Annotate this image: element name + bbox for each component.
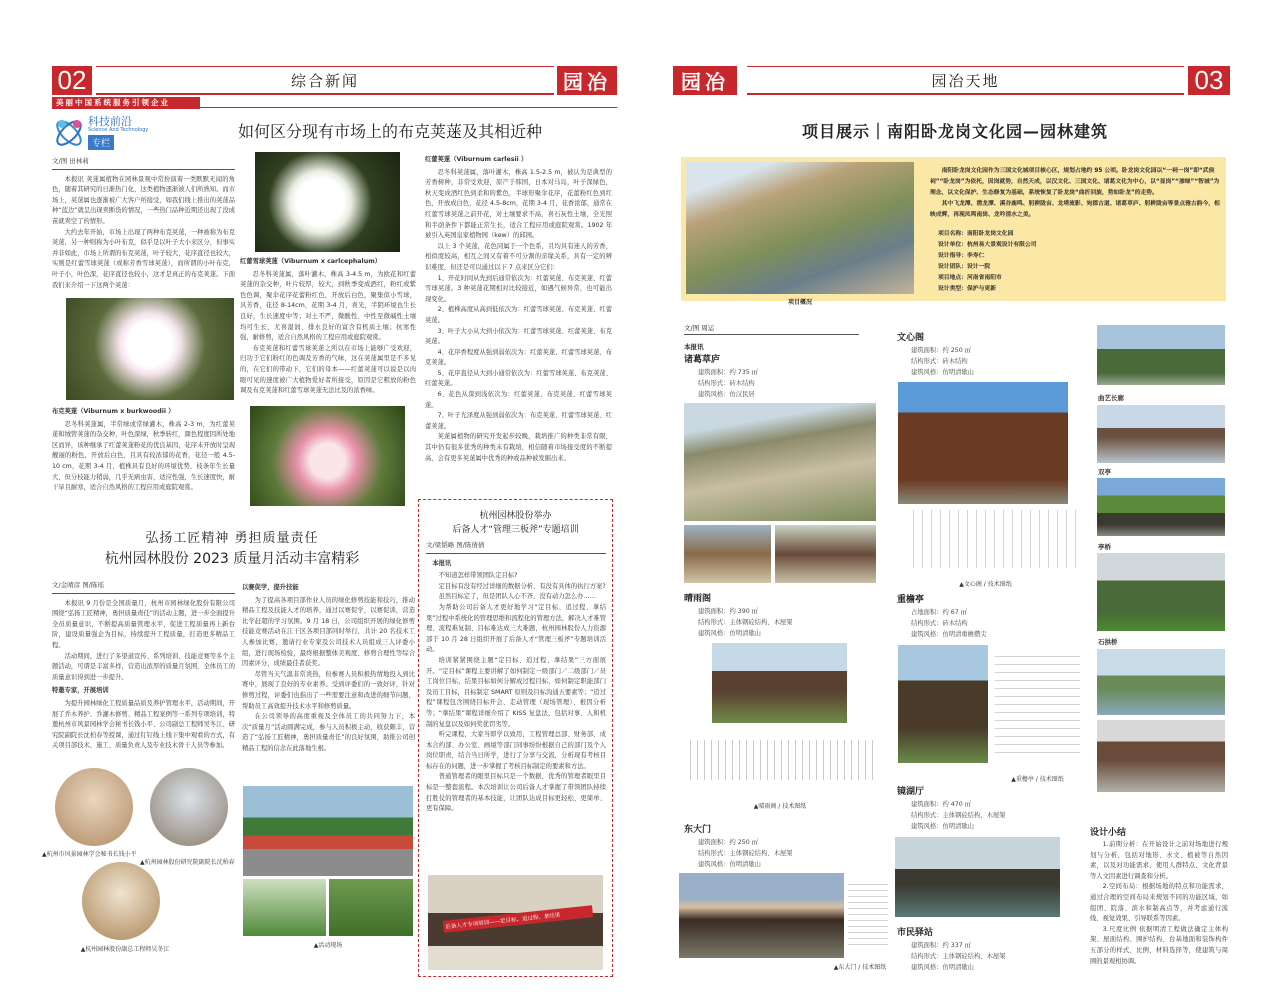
list-item: 6、花色从深到浅依次为：红蕾荚蒾、布克荚蒾、红蕾雪球荚蒾。 [425,391,612,409]
carlcephalum-photo [255,152,400,252]
wenxin-photo [898,382,1068,504]
building-jinghu [897,784,1087,832]
paragraph: 活动期间，进行了多渠道宣传、系列培训、技能竞赛等多个主题活动，可谓是丰富多样，营造出浓厚的质量月氛围，全体员工的质量意识得到进一步提升。 [52,652,235,681]
paragraph: 培训紧紧围绕主题“定目标、追过程、拿结果”三方面展开。“定目标”课程主要讲解了如何制定一级部门／二级部门／员工岗位目标，结果目标如何分解成过程目标，如何制定职能部门及员工目标，目标制定 SMART 原则及目标沟通五要素等；“追过程”课程包含围绕目标开会、走动管理（现场管理）、根因分析等；“拿结果”课程详细介绍了 KISS 复盘法，包括对事、人和机制的复盘以及如何奖优罚劣等。 [426,656,606,728]
info-row [938,262,1220,273]
drawing-caption: ▲重檐亭 / 技术图纸 [1011,776,1064,783]
drawing-caption: ▲东大门 / 技术图纸 [833,964,887,971]
info-key: 设计类型： [938,286,967,292]
building-info: 建筑面积：约 390 ㎡ [698,608,759,615]
landscape-photo [1097,325,1225,385]
logo-title: 科技前沿 [88,115,132,128]
tagline-rule [200,107,617,108]
building-info: 建筑面积：约 250 ㎡ [911,347,972,354]
overview-text [930,166,1220,295]
building-info: 占地面积：约 67 ㎡ [911,609,968,616]
logo-subtitle: Science And Technology [88,127,149,133]
photo-label: 双亭 [1098,468,1111,476]
byline: 文/图 周运 [684,323,859,335]
building-info: 结构形式：主体钢砼结构、木屋架 [911,812,1006,819]
shuangting-photo [1097,478,1225,536]
species-title: 布克荚蒾（Viburnum x burkwoodii ） [52,408,175,415]
building-info: 结构形式：砖木结构 [911,620,968,627]
list-item: 7、叶子光泽度从强到弱依次为：布克荚蒾、红蕾雪球荚蒾、红蕾荚蒾。 [425,412,612,430]
bridge-photo [1097,720,1225,792]
paragraph: 忍冬科荚蒾属，落叶灌木，株高 3-4.5 m，为欧花和红蕾荚蒾的杂交种，叶片较厚，较大，到秋季变成酒红，粉红或紫色色调，聚伞花序花蕾粉红色，开放后白色，聚集似小雪球，具芳香，花径 8-14cm，花期 3-4 月，喜光，半阴环境也生长良好，生长速度中等；对土不严，微酸性、中性至微碱性土壤均可生长，尤喜湿润、排水良好的富含有机质土壤；抗寒性强，耐修剪，适合自然风格的工程应用或庭院观赏。 [240,270,416,342]
building-dongdamen [684,822,874,870]
building-info: 建筑风格：仿明清歇山 [698,861,761,868]
article-column [425,152,612,464]
list-item: 3、叶子大小从大到小依次为：红蕾雪球荚蒾、红蕾荚蒾、布克荚蒾。 [425,327,612,346]
article-column [242,580,415,755]
article-column [52,156,235,291]
paragraph: 听完课程，大家当即学以致用，工程管理总部、财务部、成本合约部、办公室、画境等部门同事纷纷根据自己的部门及个人岗位职责，结合当日所学，进行了分享与交流，分析现有考核目标存在的问题，进一步掌握了考核目标制定的要素和方法。 [426,731,606,770]
paragraph: 在公司领导的高度重视及全体员工的共同努力下，本次“质量月”活动圆满完成，参与人员积极主动，收获颇丰，营造了“弘扬工匠精神，勇担质量责任”的良好氛围，助推公司创精品工程的信念在此落地生根。 [242,713,415,752]
lead: 本报讯 [684,343,704,351]
activity-photo [329,879,413,936]
building-info: 结构形式：主体钢砼结构、木屋架 [698,619,793,626]
tagline: 美丽中国系统服务引领企业 [52,97,200,109]
page-number: 02 [52,66,92,95]
info-key: 设计指导： [938,253,967,259]
design-summary [1090,825,1228,967]
paragraph: 为帮助公司后备人才更好地学习“定目标、追过程、拿结果”过程中系统化的管理思维和流程化的管理方法，解决人才难管理、流程难复制、目标难达成三大难题，杭州园林股份人力资源部于 10 月 28 日组织开展了后备人才“管理三板斧”专题培训活动。 [426,603,606,654]
article-column [52,404,235,494]
quality-title-line2: 杭州园林股份 2023 质量月活动丰富精彩 [104,551,360,567]
byline: 文/梁韬略 图/陈倩倩 [426,540,606,554]
byline: 文/图 田林莉 [52,156,235,170]
quyi-photo [1097,405,1225,463]
column-logo [52,113,162,153]
overview-aerial-photo [686,162,914,294]
byline: 文/金晴彦 图/陈瑶 [52,580,235,594]
section-title: 综合新闻 [96,66,554,95]
building-info: 建筑面积：约 337 ㎡ [911,942,972,949]
jinghu-photo [895,837,1060,917]
list-item: 5、花序直径从大到小通常依次为：红蕾雪球荚蒾、布克荚蒾、红蕾荚蒾。 [425,369,612,388]
building-info: 建筑风格：仿明清重檐攒尖 [911,631,987,638]
info-key: 项目地点： [938,275,967,281]
article-column [426,540,606,815]
carlesii-photo [250,406,405,506]
paragraph: 虽然目标定了，但是团队人心不齐、没有动力怎么办…… [438,593,597,601]
building-zhuge [684,352,874,400]
species-title: 红蕾雪球荚蒾（Viburnum x carlcephalum） [240,258,382,265]
chongyan-drawing [995,650,1080,760]
paragraph: 本报讯 9 月份是全国质量月，杭州市园林绿化股份有限公司围绕“弘扬工匠精神，勇担质量责任”的活动主题，进一步全面提升全员质量意识，不断提高质量管理水平，促进工程质量再上新台阶，建设质量强企为目标，持续提升工程质量，打造更多精品工程。 [52,599,235,649]
info-value: 保护与更新 [967,286,996,292]
paragraph: 尽管当天气温非常炎热，但参赛人员积极热情地投入到比赛中，展现了良好的专业素养。受到评委们的一致好评，针对修剪过程，评委们也指出了一些需要注意和改进的细节问题，帮助员工高效提升技术水平和修剪质量。 [242,670,415,710]
building-info: 结构形式：砖木结构 [911,358,968,365]
paragraph: 3.尺度比例 依据明清工程做法确定主体构架、屋面结构、围护结构、台基地面和装饰构件五部分的样式、比例、材料选择等，使建筑与周围的景观相协调。 [1090,925,1228,965]
page-number: 03 [1188,66,1230,95]
subheading: 特邀专家，开展培训 [52,687,109,695]
info-value: 河南省南阳市 [967,275,1002,281]
logo-badge: 专栏 [88,135,114,150]
paragraph: 为提升园林绿化工程质量品质及养护管理水平，活动期间，开展了乔木养护、乔灌木修剪、精品工程案例等一系列专项培训，特邀杭州市风景园林学会秘书长钱小平、公司副总工程师吴冬江、研究院副院长沈柏春等授课，通过钉钉线上线下集中观看的方式，有关项目部技术、施工、质量负责人及专业技术骨干人员等参加。 [52,699,235,750]
building-info: 建筑面积：约 735 ㎡ [698,369,759,376]
info-value: 设计一院 [967,264,991,270]
building-name: 诸葛草庐 [684,355,721,365]
info-value: 李寿仁 [967,253,985,259]
subheading: 以赛促学，提升技能 [242,584,299,591]
training-photo [428,875,603,970]
info-value: 杭州易大景观设计有限公司 [967,242,1037,248]
tingqiao-photo [1097,553,1225,631]
list-item: 4、花序香程度从强到弱依次为：红蕾荚蒾、红蕾雪球荚蒾、布克荚蒾。 [425,348,612,367]
photo-caption: ▲杭州园林股份研究院副院长沈柏春 [140,859,235,866]
speaker-photo-3 [82,862,160,940]
drawing-caption: ▲晴雨阁 / 技术图纸 [753,803,807,810]
article-column [240,254,416,397]
list-item: 1、开花时间从先到后通常依次为：红蕾荚蒾、布克荚蒾、红蕾雪球荚蒾。3 种荚蒾花期相对比较接近，如遇气候异常，也可能出现变化。 [425,274,612,303]
project-headline: 项目展示｜南阳卧龙岗文化园—园林建筑 [801,122,1108,141]
building-info: 建筑面积：约 250 ㎡ [698,839,759,846]
building-name: 东大门 [684,825,712,835]
building-info: 建筑风格：仿明清歇山 [698,630,761,637]
species-title: 红蕾荚蒾（Viburnum carlesii ） [425,156,528,163]
paragraph: 以上 3 个荚蒾，花色同属于一个色系，且均具有迷人的芳香，相似度较高，相互之间又有着不可分割的亲缘关系，具有一定的辨识难度，但还是可以通过以下 7 点来区分它们： [425,242,612,271]
building-info: 结构形式：主体钢砼结构、木屋架 [698,850,793,857]
training-title-line2: 后备人才“管理三板斧”专题培训 [452,525,579,535]
photo-caption: ▲杭州园林股份副总工程师吴冬江 [80,946,170,953]
group-photo [243,786,413,876]
paragraph: 忍冬科荚蒾属，落叶灌木，株高 1.5-2.5 m，被认为是典型的芳香树种，非常受欢迎，原产于韩国，日本对马岛，叶子深绿色，秋天变成酒红色到柔和的紫色，半球形聚伞花序，花蕾粉红色到红色，开放成白色，花径 4.5-8cm，花期 3-4 月，花香浓郁，通常在红蕾雪球荚蒾之前开花，对土壤要求不高，喜石灰性土壤，全光照和半荫条件下都能正常生长，适合工程应用或庭院观赏。1902 年被引入英国皇家植物园（kew）的邱园。 [425,168,613,240]
building-info: 结构形式：主体钢砼结构、木屋架 [911,953,1006,960]
speaker-photo-1 [55,768,133,846]
article-headline: 如何区分现有市场上的布克荚蒾及其相近种 [237,122,542,141]
building-info: 建筑风格：仿汉民居 [698,391,755,398]
info-row [938,251,1220,262]
quality-title-line1: 弘扬工匠精神 勇担质量责任 [145,531,319,546]
info-row [938,273,1220,284]
article-column [52,580,235,752]
dongdamen-drawing [848,880,888,950]
building-info: 建筑风格：仿明清歇山 [911,823,974,830]
building-info: 结构形式：砖木结构 [698,380,755,387]
atom-icon [52,115,86,151]
wenxin-drawing [905,510,1080,568]
paragraph: 其中飞龙潭、潜龙潭、溪谷鹿鸣、躬耕陇亩、龙塔流影、宛郡古道、诸葛草庐、躬耕陇亩等景点雅古韵今，相映成辉，再现凤鸣南岗、龙吟清水之美。 [930,201,1220,218]
info-row [938,240,1220,251]
qingyu-photo [712,643,847,723]
activity-photo [243,879,326,936]
photo-label: 曲艺长廊 [1098,394,1124,402]
building-name: 晴雨阁 [684,594,712,604]
zhuge-photo [775,525,876,583]
speaker-photo-2 [150,768,228,846]
building-qingyu [684,591,874,639]
paragraph: 为了提高各项目部作业人员的绿化修剪技能和技巧，推动精品工程及技能人才的培养，通过以赛促学，以赛促训，营造比学赶超的学习氛围。9 月 18 日，公司组织开展的绿化修剪技能竞赛活动在江干区各项目部同时举行，共计 20 名技术工人参加比赛，邀请行业专家及公司技术人员组成三人评委小组，进行现场检验，最终根据整体美观度、修剪合理性等综合因素评分，成绩最佳者获奖。 [242,596,415,668]
paragraph: 2.空间布局：根据场地的特点和功能需求，通过合理的空间布局来规划不同的功能区域，如组团、院落、滨水和制高点等，并考虑通行流线、视觉效果、引导联系等因素。 [1090,883,1228,923]
building-name: 文心阁 [897,333,925,343]
building-name: 市民驿站 [897,928,934,938]
building-shimin [897,925,1087,973]
section-title: 园冶天地 [747,66,1184,95]
building-info: 建筑风格：仿明清歇山 [911,369,974,376]
zhuge-photo [684,525,771,583]
building-info: 建筑风格：仿明清歇山 [911,964,974,971]
info-row [938,284,1220,295]
paragraph: 本报讯 荚蒾属植物在园林景观中常扮演着一类默默无闻的角色，随着其研究的日渐热门化，这类植物逐渐被人们所熟知。而市场上，荚蒾属也逐渐被广大客户所接受，如我们线上推出的荚蒾品种“蓝边”就呈出现卖断货的情况，一些热门品种近期还出现了没成苗就卖空了的情形。 [52,175,235,225]
dongdamen-photo [679,873,844,958]
building-chongyan [897,592,1087,640]
building-info: 建筑面积：约 470 ㎡ [911,801,972,808]
building-name: 重檐亭 [897,595,925,605]
photo-caption: ▲杭州市风景园林学会秘书长钱小平 [42,851,137,858]
training-title-line1: 杭州园林股份举办 [479,511,552,521]
lead: 本报讯 [432,559,452,567]
chongyan-photo [898,645,988,763]
qingyu-drawing [684,740,876,780]
info-key: 项目名称： [938,231,967,237]
paragraph: 忍冬科荚蒾属，半常绿或常绿灌木，株高 2-3 m，为红蕾荚蒾和绒管荚蒾的杂交种，叶色深绿，秋季转红，颜色程度因所处地区而异，该种继承了红蕾荚蒾粉花的优良基因，花序未开放时呈现靓丽的粉色，开放后白色，且具有较浓郁的花香，花径一般 4.5-10 cm，花期 3-4 月，植株具有良好的环境优势，枝条年生长量大，但分枝能力稍弱，几乎无病虫害，适应性强，生长速度快，耐干旱且耐寒，适合自然风格的工程应用或庭院观赏。 [52,420,235,492]
paragraph: 南阳卧龙岗文化园作为三国文化城项目核心区，规划占地约 95 公顷。卧龙岗文化园以“一祠一岗”即“武侯祠”“卧龙岗”为依托，因岗就势，自然天成，以汉文化、三国文化、诸葛文化为中心，以“显岗”“渗绿”“智城”为理念，以文化保护、生态修复为基础，系统恢复了卧龙岗“曲折回旋，势如卧龙”的走势。 [930,168,1220,196]
paragraph: 不知道怎样带领团队定目标? [438,572,518,580]
paragraph: 普通管理者的眼里目标只是一个数据，优秀的管理者眼里目标是一整套流程。本次培训让公司后备人才掌握了带领团队持续打胜仗的管理者的基本技能，让团队达成目标更轻松、更简单、更有保障。 [426,773,606,813]
photo-label: 亭桥 [1098,543,1111,551]
masthead-seal: 园冶 [673,66,737,95]
info-key: 设计单位： [938,242,967,248]
paragraph: 大约去年开始，市场上出现了两种布克荚蒾，一种被称为布克荚蒾，另一种则称为小叶布克，似乎是以叶子大小来区分，但事实并非如此，市场上所谓的布克荚蒾，叶子较大，花序直径也较大，实则是红蕾雪球荚蒾（或称芳香雪球荚蒾），而所谓的小叶布克，叶子小，叶色深，花序直径也较小，这才是真正的布克荚蒾。下面我们来介绍一下这两个荚蒾： [52,228,235,289]
burkwoodii-photo [66,298,234,400]
info-key: 设计团队： [938,264,967,270]
training-banner: 后备人才专项培训——定目标、追过程、拿结果 [443,905,593,933]
building-name: 镜湖厅 [897,787,925,797]
paragraph: 定目标有没有经过详细的数据分析、有没有具体的执行方案? [438,582,606,590]
photo-caption: 项目概况 [787,299,812,306]
paragraph: 布克荚蒾和红蕾雪球荚蒾之所以在市场上能够广受欢迎，归功于它们粉红的色调及芳香的气味，这在荚蒾属里是不多见的，在它们的带动下，它们的母本——红蕾荚蒾可以说是以肉眼可见的速度被广大植物爱好者所接受，原因是它粗放的粉色调及布克荚蒾和红蕾雪球荚蒾无法比及的浓香味。 [240,344,416,395]
masthead-seal: 园冶 [557,66,617,95]
drawing-caption: ▲文心阁 / 技术图纸 [959,581,1012,588]
info-value: 南阳卧龙岗文化园 [967,231,1014,237]
building-wenxin [897,330,1087,378]
photo-label: 石拱桥 [1098,638,1118,646]
summary-title: 设计小结 [1090,828,1127,838]
list-item: 2、植株高度从高到低依次为：红蕾雪球荚蒾、布克荚蒾、红蕾荚蒾。 [425,306,612,324]
info-row [938,229,1220,240]
zhuge-photo [684,403,876,521]
photo-caption: ▲活动现场 [313,942,343,949]
shigongqiao-photo [1097,649,1225,715]
paragraph: 荚蒾属植物的研究开发起步较晚，栽培推广的种类非常有限，其中仍有很多优秀的种类未有栽培，相信随着市场接受度的不断提高，会有更多荚蒾属中优秀的种或品种被发掘出来。 [425,433,612,462]
paragraph: 1.前期分析：在开始设计之前对场地进行规划与分析，包括对地形、水文、植被等自然因素，以及对功能需求、使用人群特点、文化背景等人文因素进行调查和分析。 [1090,841,1228,880]
